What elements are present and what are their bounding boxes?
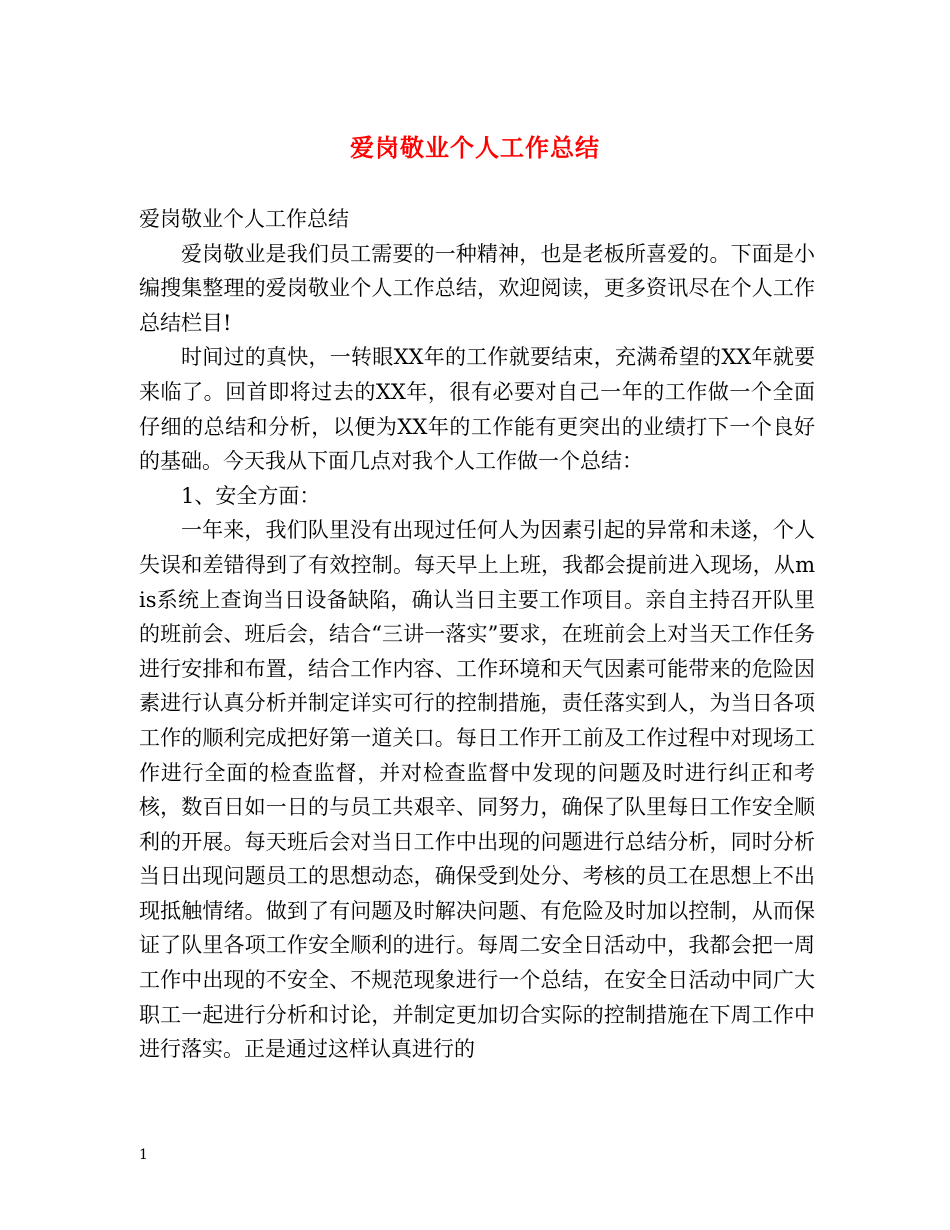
section-heading-safety: 1、安全方面： xyxy=(181,483,321,508)
paragraph-overview: 时间过的真快，一转眼XX年的工作就要结束，充满希望的XX年就要来临了。回首即将过去的XX年，很有必要对自己一年的工作做一个全面仔细的总结和分析，以便为XX年的工作能有更突出的业绩打下一个良好的基础。今天我从下面几点对我个人工作做一个总结： xyxy=(139,345,815,474)
body-heading: 爱岗敬业个人工作总结 xyxy=(139,207,349,231)
paragraph-safety: 一年来，我们队里没有出现过任何人为因素引起的异常和未遂，个人失误和差错得到了有效控制。每天早上上班，我都会提前进入现场，从mis系统上查询当日设备缺陷，确认当日主要工作项目。亲自主持召开队里的班前会、班后会，结合“三讲一落实”要求，在班前会上对当天工作任务进行安排和布置，结合工作内容、工作环境和天气因素可能带来的危险因素进行认真分析并制定详实可行的控制措施，责任落实到人，为当日各项工作的顺利完成把好第一道关口。每日工作开工前及工作过程中对现场工作进行全面的检查监督，并对检查监督中发现的问题及时进行纠正和考核，数百日如一日的与员工共艰辛、同努力，确保了队里每日工作安全顺利的开展。每天班后会对当日工作中出现的问题进行总结分析，同时分析当日出现问题员工的思想动态，确保受到处分、考核的员工在思想上不出现抵触情绪。做到了有问题及时解决问题、有危险及时加以控制，从而保证了队里各项工作安全顺利的进行。每周二安全日活动中，我都会把一周工作中出现的不安全、不规范现象进行一个总结，在安全日活动中同广大职工一起进行分析和讨论，并制定更加切合实际的控制措施在下周工作中进行落实。正是通过这样认真进行的 xyxy=(139,518,815,1062)
document-title: 爱岗敬业个人工作总结 xyxy=(350,133,600,162)
paragraph-intro: 爱岗敬业是我们员工需要的一种精神，也是老板所喜爱的。下面是小编搜集整理的爱岗敬业个人工作总结，欢迎阅读，更多资讯尽在个人工作总结栏目! xyxy=(139,241,815,335)
page-number: 1 xyxy=(139,1147,148,1163)
document-body xyxy=(139,202,815,1067)
